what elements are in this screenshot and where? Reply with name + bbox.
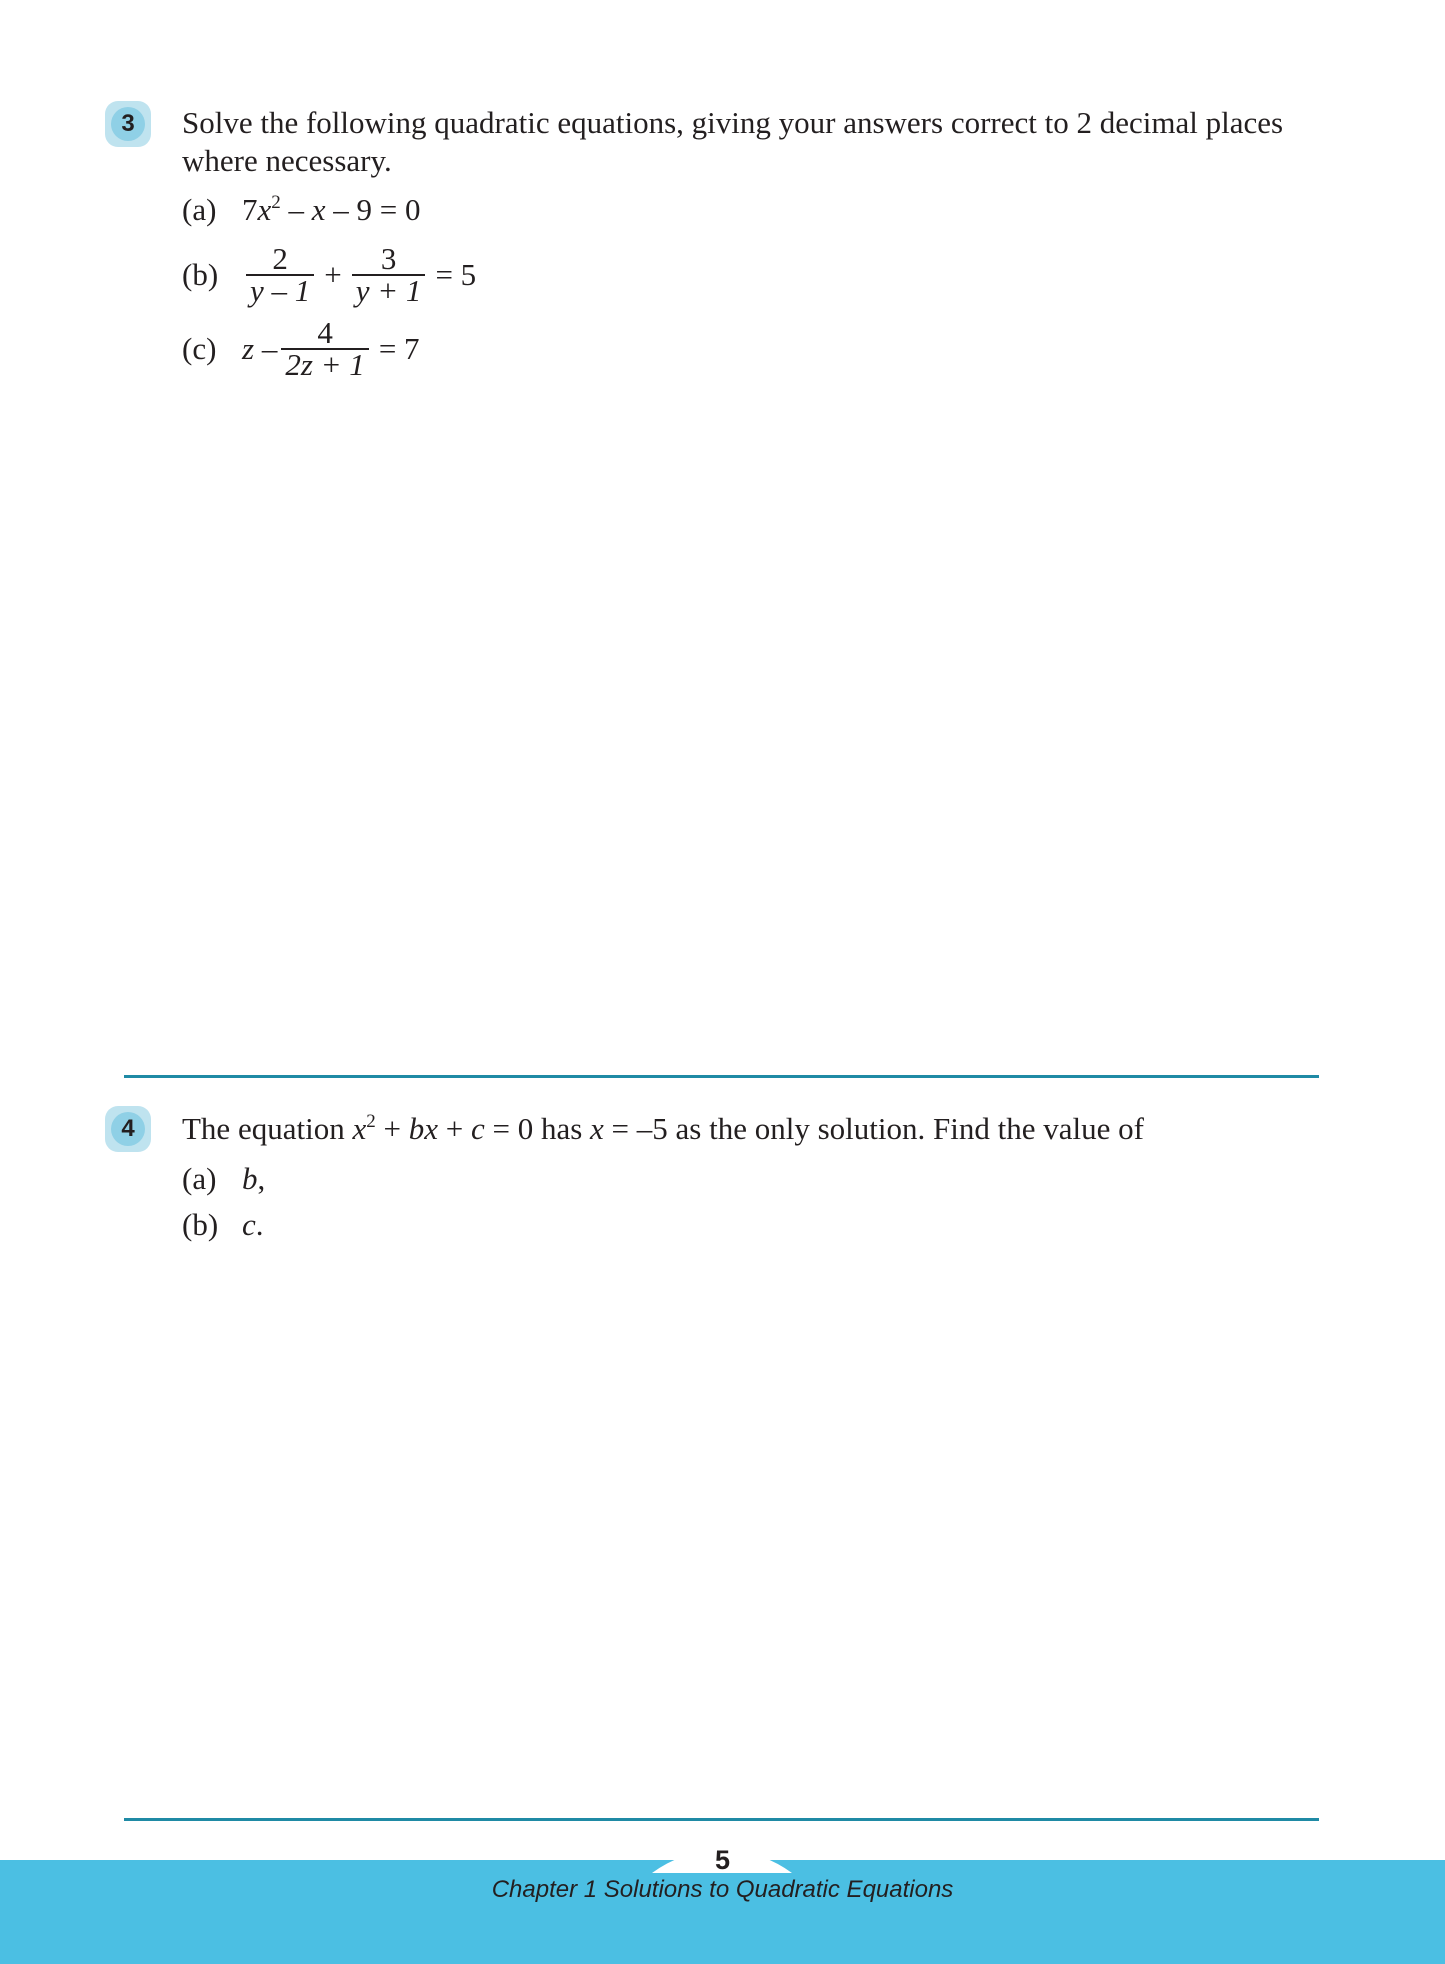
question-3-text [182,104,1322,180]
question-3-part-a [182,192,421,228]
part-label: (b) [182,257,219,292]
question-4-part-b: (b) c . [182,1207,264,1242]
question-3-line-2: where necessary. [182,143,392,178]
question-3-part-c: (c) z – $\frac{4}{2z + 1}$ = 7 [182,315,420,382]
page-number: 5 [714,1845,731,1875]
question-4-text: The equation $x^2$ + bx + c = 0 has x = –5 as the only solution. Find the value of [182,1111,1144,1146]
fraction: $\frac{2}{y - 1}$ [246,244,314,306]
question-3-part-b: (b) $\frac{2}{y - 1}$ + $\frac{3}{y + 1}$ = 5 [182,241,477,308]
question-number-badge [105,1106,151,1152]
question-number-3: 3 [111,107,145,141]
footer-divider [124,1818,1319,1821]
question-number-4: 4 [111,1112,145,1146]
chapter-title: Chapter 1 Solutions to Quadratic Equations [491,1876,954,1903]
part-label: (c) [182,331,217,366]
fraction: $\frac{3}{y + 1}$ [352,244,426,306]
question-3-line-1: Solve the following quadratic equations, giving your answers correct to 2 decimal places [182,105,1284,140]
part-label: (a) [182,1161,217,1196]
question-4-part-a: (a) b , [182,1161,266,1196]
fraction: $\frac{4}{2z + 1}$ [281,318,368,380]
part-label: (b) [182,1207,219,1242]
section-divider [124,1075,1319,1078]
part-label: (a) [182,192,217,227]
question-number-badge [105,101,151,147]
equation-a: $7x^2 - x - 9 = 0$ [242,192,421,227]
